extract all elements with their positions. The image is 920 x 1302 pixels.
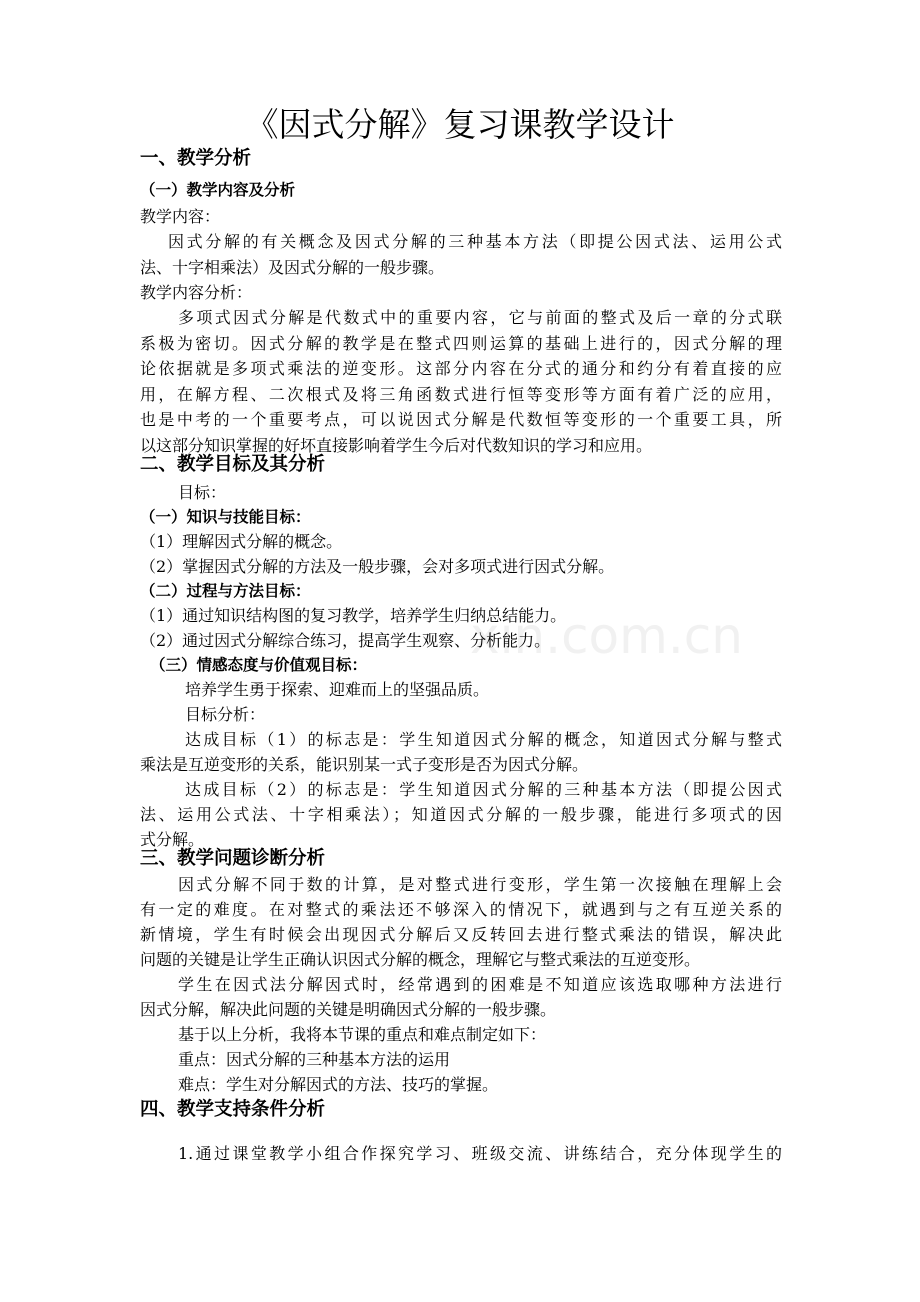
- knowledge-item: （1）理解因式分解的概念。: [140, 532, 343, 551]
- support-condition-line: 1.通过课堂教学小组合作探究学习、班级交流、讲练结合，充分体现学生的: [178, 1144, 782, 1163]
- content-analysis-line: 也是中考的一个重要考点，可以说因式分解是代数恒等变形的一个重要工具，所: [140, 410, 782, 429]
- watermark: xin.com.cn: [470, 607, 743, 665]
- content-analysis-line: 多项式因式分解是代数式中的重要内容，它与前面的整式及后一章的分式联: [178, 308, 782, 327]
- teaching-content-label: 教学内容：: [140, 207, 221, 226]
- process-item: （2）通过因式分解综合练习，提高学生观察、分析能力。: [140, 631, 551, 650]
- goal-2-analysis-line: 法、运用公式法、十字相乘法）；知道因式分解的一般步骤，能进行多项式的因: [140, 805, 782, 824]
- goal-2-analysis-line: 式分解。: [140, 830, 205, 849]
- goal-1-analysis-line: 乘法是互逆变形的关系，能识别某一式子变形是否为因式分解。: [140, 755, 589, 774]
- section-1-sub1-heading: （一）教学内容及分析: [140, 181, 296, 199]
- content-analysis-line: 系极为密切。因式分解的教学是在整式四则运算的基础上进行的，因式分解的理: [140, 334, 782, 353]
- diagnosis-para-1-line: 有一定的难度。在对整式的乘法还不够深入的情况下，就遇到与之有互逆关系的: [140, 900, 782, 919]
- content-analysis-line: 用，在解方程、二次根式及将三角函数式进行恒等变形等方面有着广泛的应用，: [140, 385, 782, 404]
- diagnosis-para-2-line: 学生在因式法分解因式时，经常遇到的困难是不知道应该选取哪种方法进行: [178, 975, 782, 994]
- diagnosis-para-2-line: 因式分解，解决此问题的关键是明确因式分解的一般步骤。: [140, 1000, 557, 1019]
- diagnosis-para-1-line: 因式分解不同于数的计算，是对整式进行变形，学生第一次接触在理解上会: [178, 875, 782, 894]
- section-2-heading: 二、教学目标及其分析: [140, 454, 326, 475]
- section-1-heading: 一、教学分析: [140, 148, 252, 169]
- process-method-heading: （二）过程与方法目标：: [140, 582, 311, 600]
- goal-analysis-label: 目标分析：: [185, 705, 266, 724]
- knowledge-item: （2）掌握因式分解的方法及一般步骤，会对多项式进行因式分解。: [140, 557, 615, 576]
- emotion-value-heading: （三）情感态度与价值观目标：: [150, 656, 368, 674]
- diagnosis-para-1-line: 问题的关键是让学生正确认识因式分解的概念，理解它与整式乘法的互逆变形。: [140, 950, 701, 969]
- analysis-summary-line: 基于以上分析，我将本节课的重点和难点制定如下：: [178, 1025, 547, 1044]
- section-4-heading: 四、教学支持条件分析: [140, 1099, 326, 1120]
- emotion-text: 培养学生勇于探索、迎难而上的坚强品质。: [185, 680, 490, 699]
- difficulty-line: 难点：学生对分解因式的方法、技巧的掌握。: [178, 1075, 499, 1094]
- key-point-line: 重点：因式分解的三种基本方法的运用: [178, 1050, 451, 1069]
- content-analysis-label: 教学内容分析：: [140, 283, 253, 302]
- document-title: 《因式分解》复习课教学设计: [245, 105, 675, 144]
- teaching-content-line: 因式分解的有关概念及因式分解的三种基本方法（即提公因式法、运用公式: [168, 232, 782, 251]
- diagnosis-para-1-line: 新情境，学生有时候会出现因式分解后又反转回去进行整式乘法的错误，解决此: [140, 925, 782, 944]
- teaching-content-line: 法、十字相乘法）及因式分解的一般步骤。: [140, 258, 445, 277]
- section-3-heading: 三、教学问题诊断分析: [140, 848, 326, 869]
- goal-1-analysis-line: 达成目标（1）的标志是：学生知道因式分解的概念，知道因式分解与整式: [185, 730, 782, 749]
- goal-label: 目标：: [178, 483, 227, 502]
- content-analysis-line: 以这部分知识掌握的好坏直接影响着学生今后对代数知识的学习和应用。: [140, 436, 653, 455]
- goal-2-analysis-line: 达成目标（2）的标志是：学生知道因式分解的三种基本方法（即提公因式: [185, 780, 782, 799]
- process-item: （1）通过知识结构图的复习教学，培养学生归纳总结能力。: [140, 606, 567, 625]
- knowledge-skill-heading: （一）知识与技能目标：: [140, 508, 311, 526]
- content-analysis-line: 论依据就是多项式乘法的逆变形。这部分内容在分式的通分和约分有着直接的应: [140, 359, 782, 378]
